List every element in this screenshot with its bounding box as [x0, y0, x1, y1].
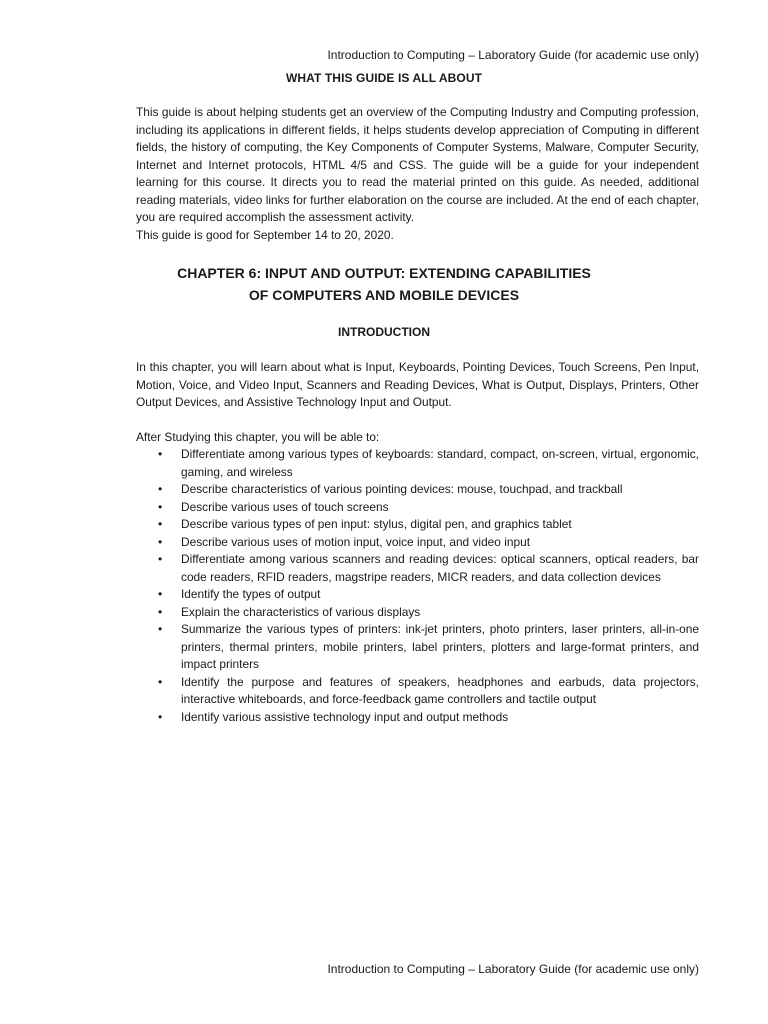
objective-item: [136, 551, 699, 586]
bullet-icon: •: [158, 587, 163, 601]
bullet-icon: •: [158, 499, 163, 514]
bullet-icon: •: [158, 674, 163, 689]
guide-heading: WHAT THIS GUIDE IS ALL ABOUT: [285, 71, 483, 85]
objective-item: [136, 586, 699, 604]
bullet-icon: •: [158, 622, 163, 636]
objective-text: Describe various types of pen input: stylus, digital pen, and graphics tablet: [181, 517, 572, 531]
objective-text: Identify the purpose and features of speakers, headphones and earbuds, data projectors, interactive whiteboards, and force-feedback game controllers and tactile output: [181, 674, 699, 706]
guide-paragraph: This guide is about helping students get an overview of the Computing Industry and Computing profession, including its applications in different fields, it helps students develop appreciation of Computing in different fields, the history of computing, the Key Components of Computer Systems, Malware, Computer Security, Internet and Internet protocols, HTML 4/5 and CSS. The guide will be a guide for your independent learning for this course. It directs you to read the material printed on this guide. As needed, additional reading materials, video links for further elaboration on the course are included. At the end of each chapter, you are required accomplish the assessment activity.: [136, 105, 699, 224]
bullet-icon: •: [158, 517, 163, 531]
objective-item: [136, 604, 699, 622]
running-header: Introduction to Computing – Laboratory Guide (for academic use only): [327, 48, 699, 62]
objective-item: [136, 446, 699, 481]
objective-text: Identify the types of output: [181, 587, 321, 601]
objective-item: [136, 709, 699, 727]
bullet-icon: •: [158, 552, 163, 566]
guide-date-line: This guide is good for September 14 to 20, 2020.: [136, 228, 394, 242]
objective-text: Describe various uses of motion input, voice input, and video input: [181, 534, 530, 549]
bullet-icon: •: [158, 709, 163, 724]
objective-text: Describe characteristics of various pointing devices: mouse, touchpad, and trackball: [181, 482, 623, 496]
objective-item: [136, 534, 699, 552]
objective-text: Explain the characteristics of various displays: [181, 604, 421, 619]
objective-text: Differentiate among various scanners and reading devices: optical scanners, optical readers, bar code readers, RFID readers, magstripe readers, MICR readers, and data collection devices: [181, 552, 699, 584]
chapter-title: [0, 262, 768, 306]
bullet-icon: •: [158, 604, 163, 619]
bullet-icon: •: [158, 447, 163, 461]
objectives-lead: After Studying this chapter, you will be able to:: [136, 430, 380, 444]
objective-item: [136, 481, 699, 499]
objective-text: Summarize the various types of printers: ink-jet printers, photo printers, laser printers, all-in-one printers, thermal printers, mobile printers, label printers, plotters and large-format printers, and impact printers: [181, 622, 699, 671]
objective-text: Differentiate among various types of keyboards: standard, compact, on-screen, virtual, ergonomic, gaming, and wireless: [181, 447, 699, 479]
objective-text: Describe various uses of touch screens: [181, 499, 389, 514]
chapter-title-line-2: OF COMPUTERS AND MOBILE DEVICES: [248, 287, 520, 303]
running-footer: Introduction to Computing – Laboratory Guide (for academic use only): [327, 962, 699, 976]
introduction-heading: INTRODUCTION: [338, 325, 430, 339]
objective-text: Identify various assistive technology input and output methods: [181, 709, 509, 724]
objectives-list: [136, 446, 699, 726]
objective-item: [136, 499, 699, 517]
objective-item: [136, 516, 699, 534]
chapter-title-line-1: CHAPTER 6: INPUT AND OUTPUT: EXTENDING CAPABILITIES: [177, 265, 591, 281]
bullet-icon: •: [158, 534, 163, 549]
objective-item: [136, 674, 699, 709]
chapter-intro-paragraph: In this chapter, you will learn about what is Input, Keyboards, Pointing Devices, Touch Screens, Pen Input, Motion, Voice, and Video Input, Scanners and Reading Devices, What is Output, Displays, Printers, Other Output Devices, and Assistive Technology Input and Output.: [136, 360, 699, 409]
objective-item: [136, 621, 699, 674]
bullet-icon: •: [158, 482, 163, 496]
